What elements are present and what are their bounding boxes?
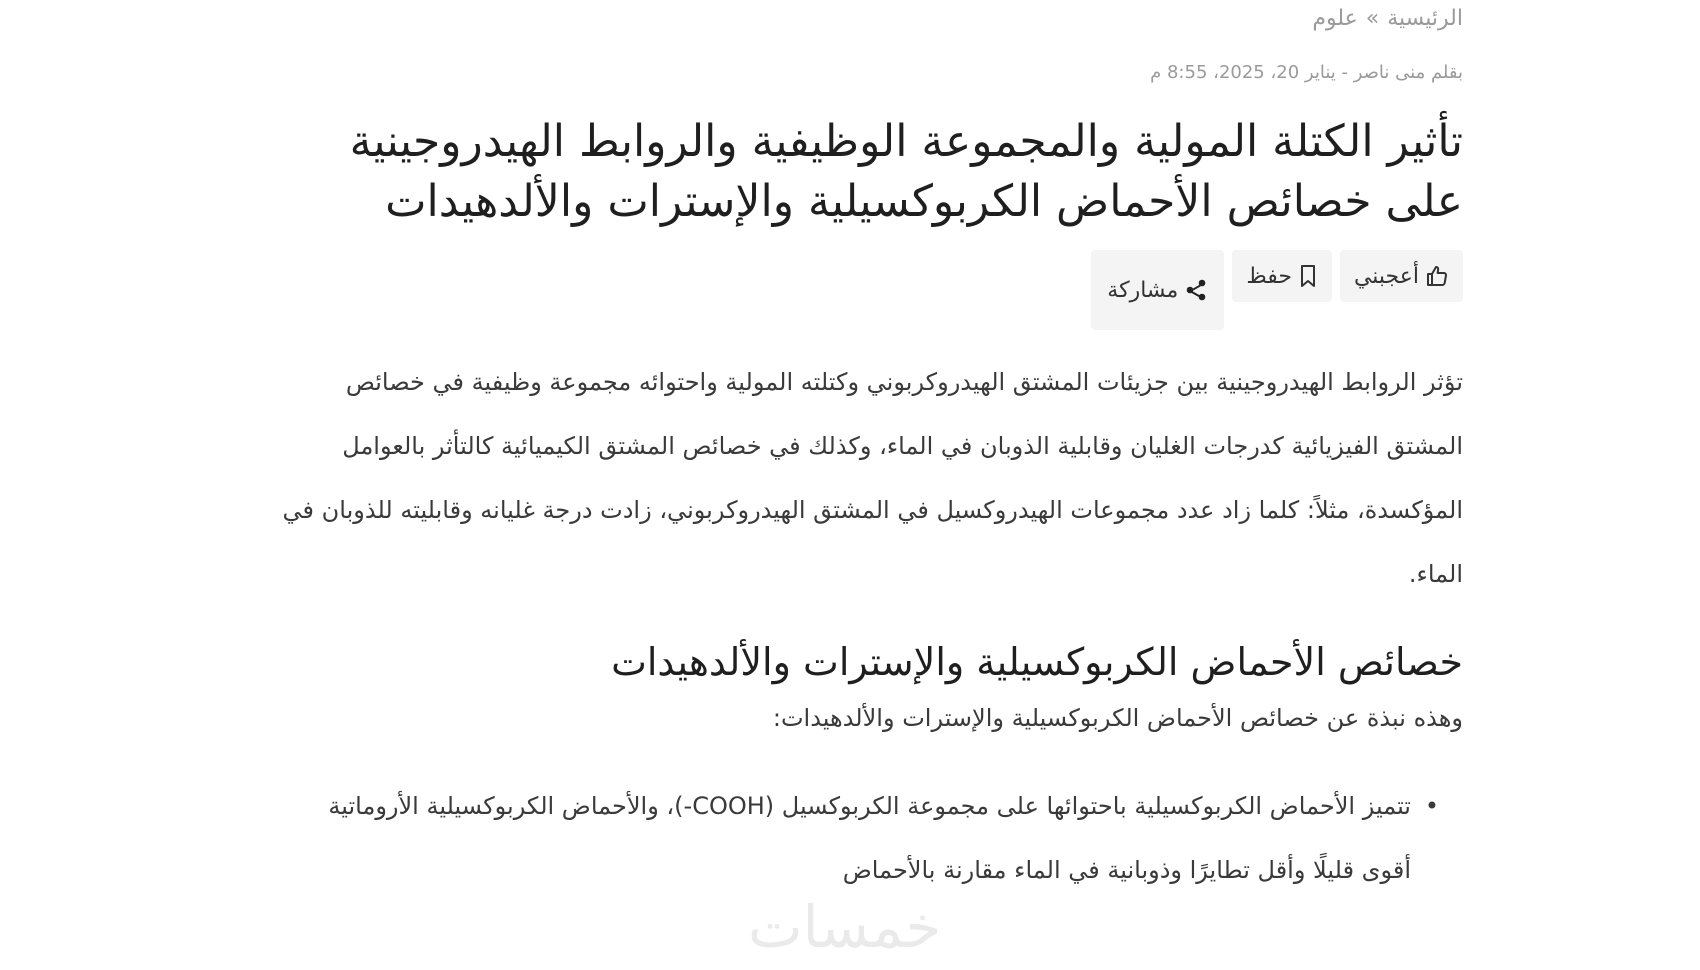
share-label: مشاركة [1107,277,1179,303]
breadcrumb [263,2,1463,36]
like-button[interactable] [1340,250,1463,302]
list-item-text: تتميز الأحماض الكربوكسيلية باحتوائها على مجموعة الكربوكسيل (COOH-)، والأحماض الكربوكسيلية الأروماتية أقوى قليلًا وأقل تطايرًا وذوبانية في الماء مقارنة بالأحماض [328,792,1411,884]
properties-list [263,774,1463,902]
like-label: أعجبني [1353,263,1419,289]
section-heading: خصائص الأحماض الكربوكسيلية والإسترات والألدهيدات [611,640,1463,684]
bookmark-icon [1298,264,1318,288]
save-button[interactable] [1232,250,1332,302]
save-label: حفظ [1246,263,1292,289]
article-title: تأثير الكتلة المولية والمجموعة الوظيفية والروابط الهيدروجينية على خصائص الأحماض الكربوكسيلية والإسترات والألدهيدات [349,116,1463,227]
watermark-logo: خمسات [748,893,942,961]
list-item [323,774,1439,902]
breadcrumb-separator: » [1365,6,1380,31]
thumbs-up-icon [1425,264,1449,288]
article-content [263,0,1463,902]
article-actions [263,250,1463,330]
article-paragraph: تؤثر الروابط الهيدروجينية بين جزيئات المشتق الهيدروكربوني وكتلته المولية واحتوائه مجموعة وظيفية في خصائص المشتق الفيزيائية كدرجات الغليان وقابلية الذوبان في الماء، وكذلك في خصائص المشتق الكيميائية كالتأثر بالعوامل المؤكسدة، مثلاً: كلما زاد عدد مجموعات الهيدروكسيل في المشتق الهيدروكربوني، زادت درجة غليانه وقابليته للذوبان في الماء. [282,368,1463,588]
breadcrumb-home-link[interactable]: الرئيسية [1387,6,1463,31]
share-icon [1184,278,1208,302]
breadcrumb-category-link[interactable]: علوم [1312,6,1358,31]
share-button[interactable] [1091,250,1224,330]
article-byline: بقلم منى ناصر - يناير 20، 2025، 8:55 م [1150,62,1463,83]
section-intro: وهذه نبذة عن خصائص الأحماض الكربوكسيلية والإسترات والألدهيدات: [772,704,1463,732]
bullet-marker: • [1424,792,1439,820]
